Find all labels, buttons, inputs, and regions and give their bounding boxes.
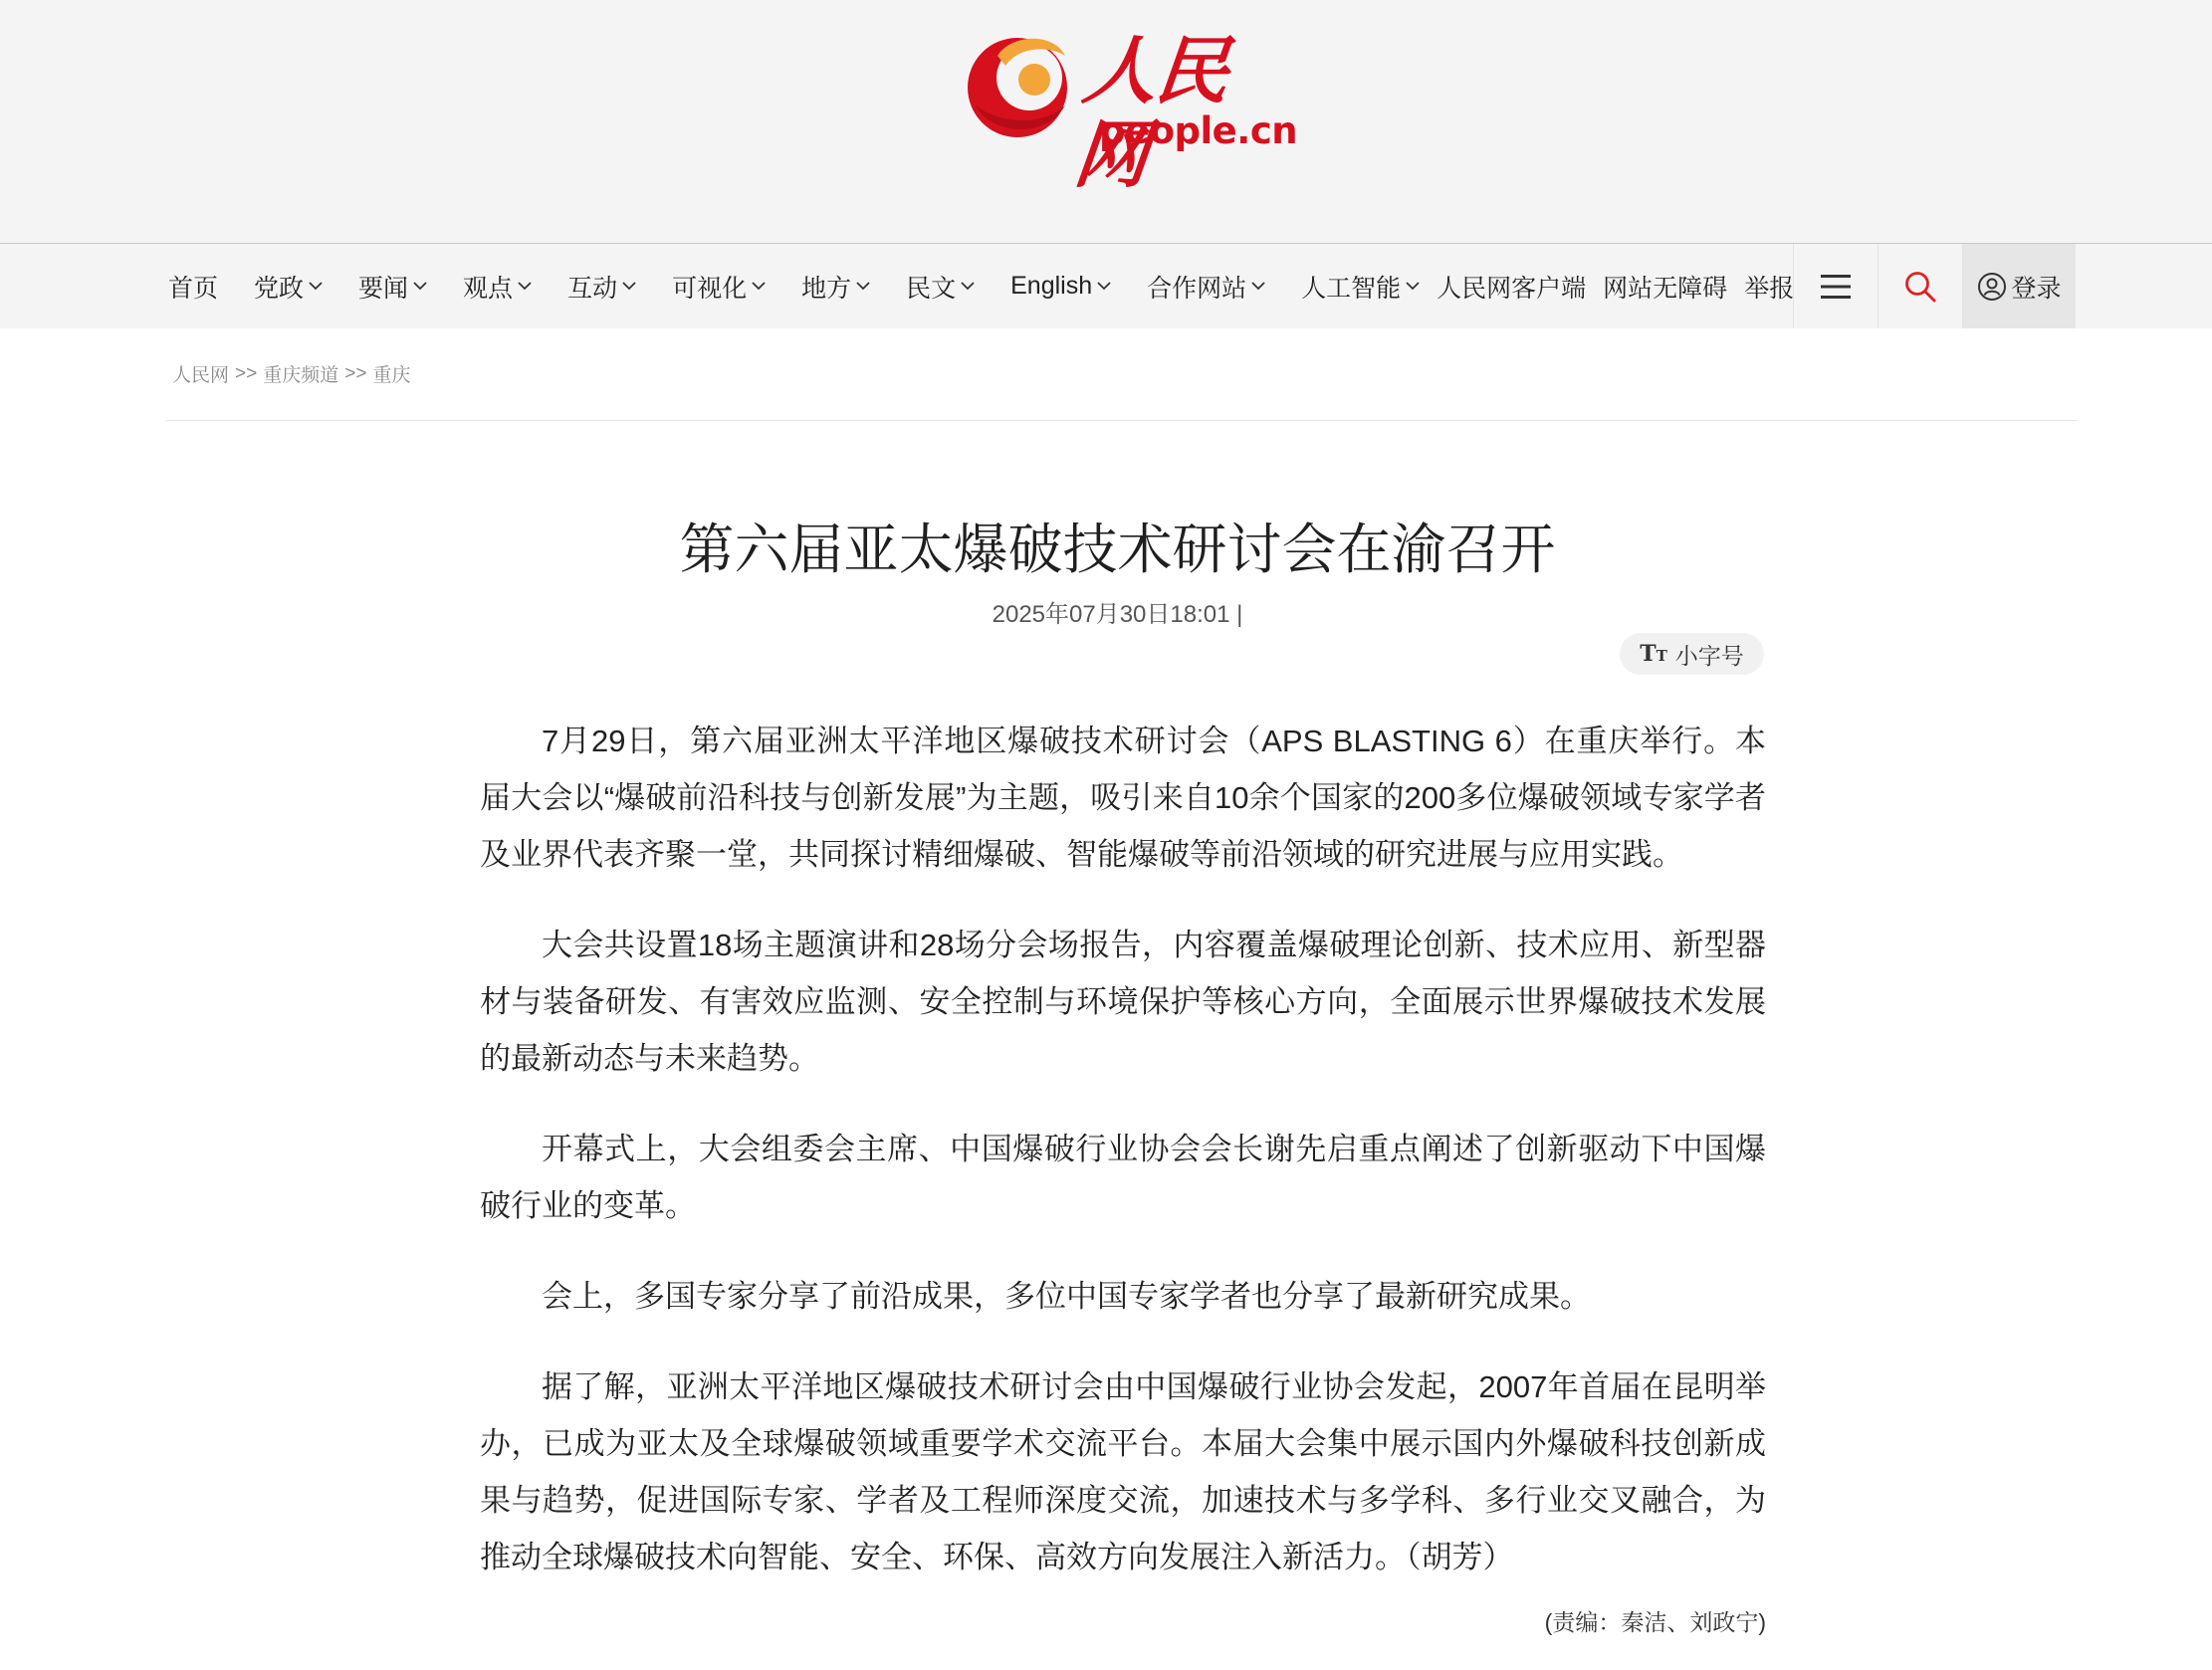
article-body (480, 713, 1766, 1619)
nav-label: 举报 (1744, 274, 1795, 303)
login-label: 登录 (2011, 274, 2062, 303)
logo-english-text: people.cn (1099, 109, 1298, 152)
nav-label: 要闻 (358, 274, 409, 303)
chevron-down-icon (413, 282, 427, 291)
article-paragraph: 开幕式上，大会组委会主席、中国爆破行业协会会长谢先启重点阐述了创新驱动下中国爆破行业的变革。 (480, 1132, 1766, 1223)
nav-item-accessibility[interactable] (1603, 269, 1727, 305)
article-paragraph: 7月29日，第六届亚洲太平洋地区爆破技术研讨会（APS BLASTING 6）在重庆举行。本届大会以“爆破前沿科技与创新发展”为主题，吸引来自10余个国家的200多位爆破领域专家学者及业界代表齐聚一堂，共同探讨精细爆破、智能爆破等前沿领域的研究进展与应用实践。 (480, 724, 1766, 872)
nav-item-report[interactable] (1744, 269, 1794, 305)
nav-item-partners[interactable] (1147, 269, 1265, 305)
nav-item-ai[interactable] (1301, 269, 1420, 305)
logo-swirl-icon (962, 26, 1073, 143)
site-header (0, 0, 2212, 244)
nav-item-news[interactable] (358, 269, 427, 305)
breadcrumb-item-section[interactable]: 重庆 (372, 365, 411, 386)
breadcrumb (172, 360, 410, 387)
nav-label: 合作网站 (1147, 274, 1247, 303)
article-paragraph: 据了解，亚洲太平洋地区爆破技术研讨会由中国爆破行业协会发起，2007年首届在昆明举办，已成为亚太及全球爆破领域重要学术交流平台。本届大会集中展示国内外爆破科技创新成果与趋势，促进国际专家、学者及工程师深度交流，加速技术与多学科、多行业交叉融合，为推动全球爆破技术向智能、安全、环保、高效方向发展注入新活力。（胡芳） (480, 1369, 1766, 1574)
article-title: 第六届亚太爆破技术研讨会在渝召开 (679, 518, 1556, 580)
nav-item-app[interactable] (1437, 269, 1586, 305)
nav-item-english[interactable] (1010, 272, 1111, 301)
chevron-down-icon (622, 282, 636, 291)
user-icon (1977, 272, 2007, 302)
nav-label: 地方 (801, 274, 852, 303)
font-size-toggle-label: 小字号 (1674, 642, 1744, 669)
nav-tools (1793, 244, 2076, 328)
search-icon (1904, 271, 1936, 303)
breadcrumb-item-channel[interactable]: 重庆频道 (263, 365, 339, 386)
chevron-down-icon (752, 282, 766, 291)
article-paragraph: 会上，多国专家分享了前沿成果，多位中国专家学者也分享了最新研究成果。 (542, 1279, 1591, 1314)
nav-item-ethnic[interactable] (906, 269, 975, 305)
nav-label: 观点 (463, 274, 514, 303)
main-nav (0, 244, 2212, 328)
chevron-down-icon (1406, 282, 1420, 291)
nav-label: 人民网客户端 (1437, 274, 1587, 303)
text-size-icon: TT (1640, 641, 1667, 667)
font-size-toggle[interactable] (1620, 633, 1764, 675)
hamburger-menu-icon (1821, 274, 1851, 300)
logo-chinese-text: 人民网 (1070, 29, 1231, 198)
nav-item-party[interactable] (254, 269, 323, 305)
site-logo[interactable] (962, 26, 1298, 198)
chevron-down-icon (1097, 282, 1111, 291)
nav-item-home[interactable] (168, 269, 218, 305)
breadcrumb-separator: >> (235, 362, 258, 384)
nav-label: 网站无障碍 (1603, 274, 1728, 303)
search-button[interactable] (1878, 244, 1963, 328)
nav-label: 人工智能 (1301, 274, 1402, 303)
nav-label: 互动 (567, 274, 618, 303)
breadcrumb-divider (166, 420, 2078, 421)
chevron-down-icon (856, 282, 870, 291)
nav-label: 民文 (906, 274, 957, 303)
nav-items (168, 244, 1830, 328)
nav-label: 首页 (168, 274, 219, 303)
chevron-down-icon (961, 282, 975, 291)
chevron-down-icon (309, 282, 323, 291)
nav-item-local[interactable] (801, 269, 870, 305)
menu-button[interactable] (1793, 244, 1878, 328)
nav-item-visual[interactable] (672, 269, 766, 305)
breadcrumb-separator: >> (344, 362, 367, 384)
nav-label: 党政 (254, 274, 305, 303)
chevron-down-icon (518, 282, 532, 291)
login-button[interactable] (1963, 244, 2076, 328)
article-editor: (责编：秦洁、刘政宁) (1544, 1609, 1766, 1635)
chevron-down-icon (1251, 282, 1265, 291)
nav-item-opinion[interactable] (463, 269, 532, 305)
nav-item-interaction[interactable] (567, 269, 636, 305)
nav-label: English (1010, 272, 1093, 300)
article-paragraph: 大会共设置18场主题演讲和28场分会场报告，内容覆盖爆破理论创新、技术应用、新型器材与装备研发、有害效应监测、安全控制与环境保护等核心方向，全面展示世界爆破技术发展的最新动态与未来趋势。 (480, 928, 1766, 1076)
article-datetime: 2025年07月30日18:01 | (992, 601, 1243, 628)
breadcrumb-item-home[interactable]: 人民网 (172, 365, 230, 386)
nav-label: 可视化 (672, 274, 748, 303)
